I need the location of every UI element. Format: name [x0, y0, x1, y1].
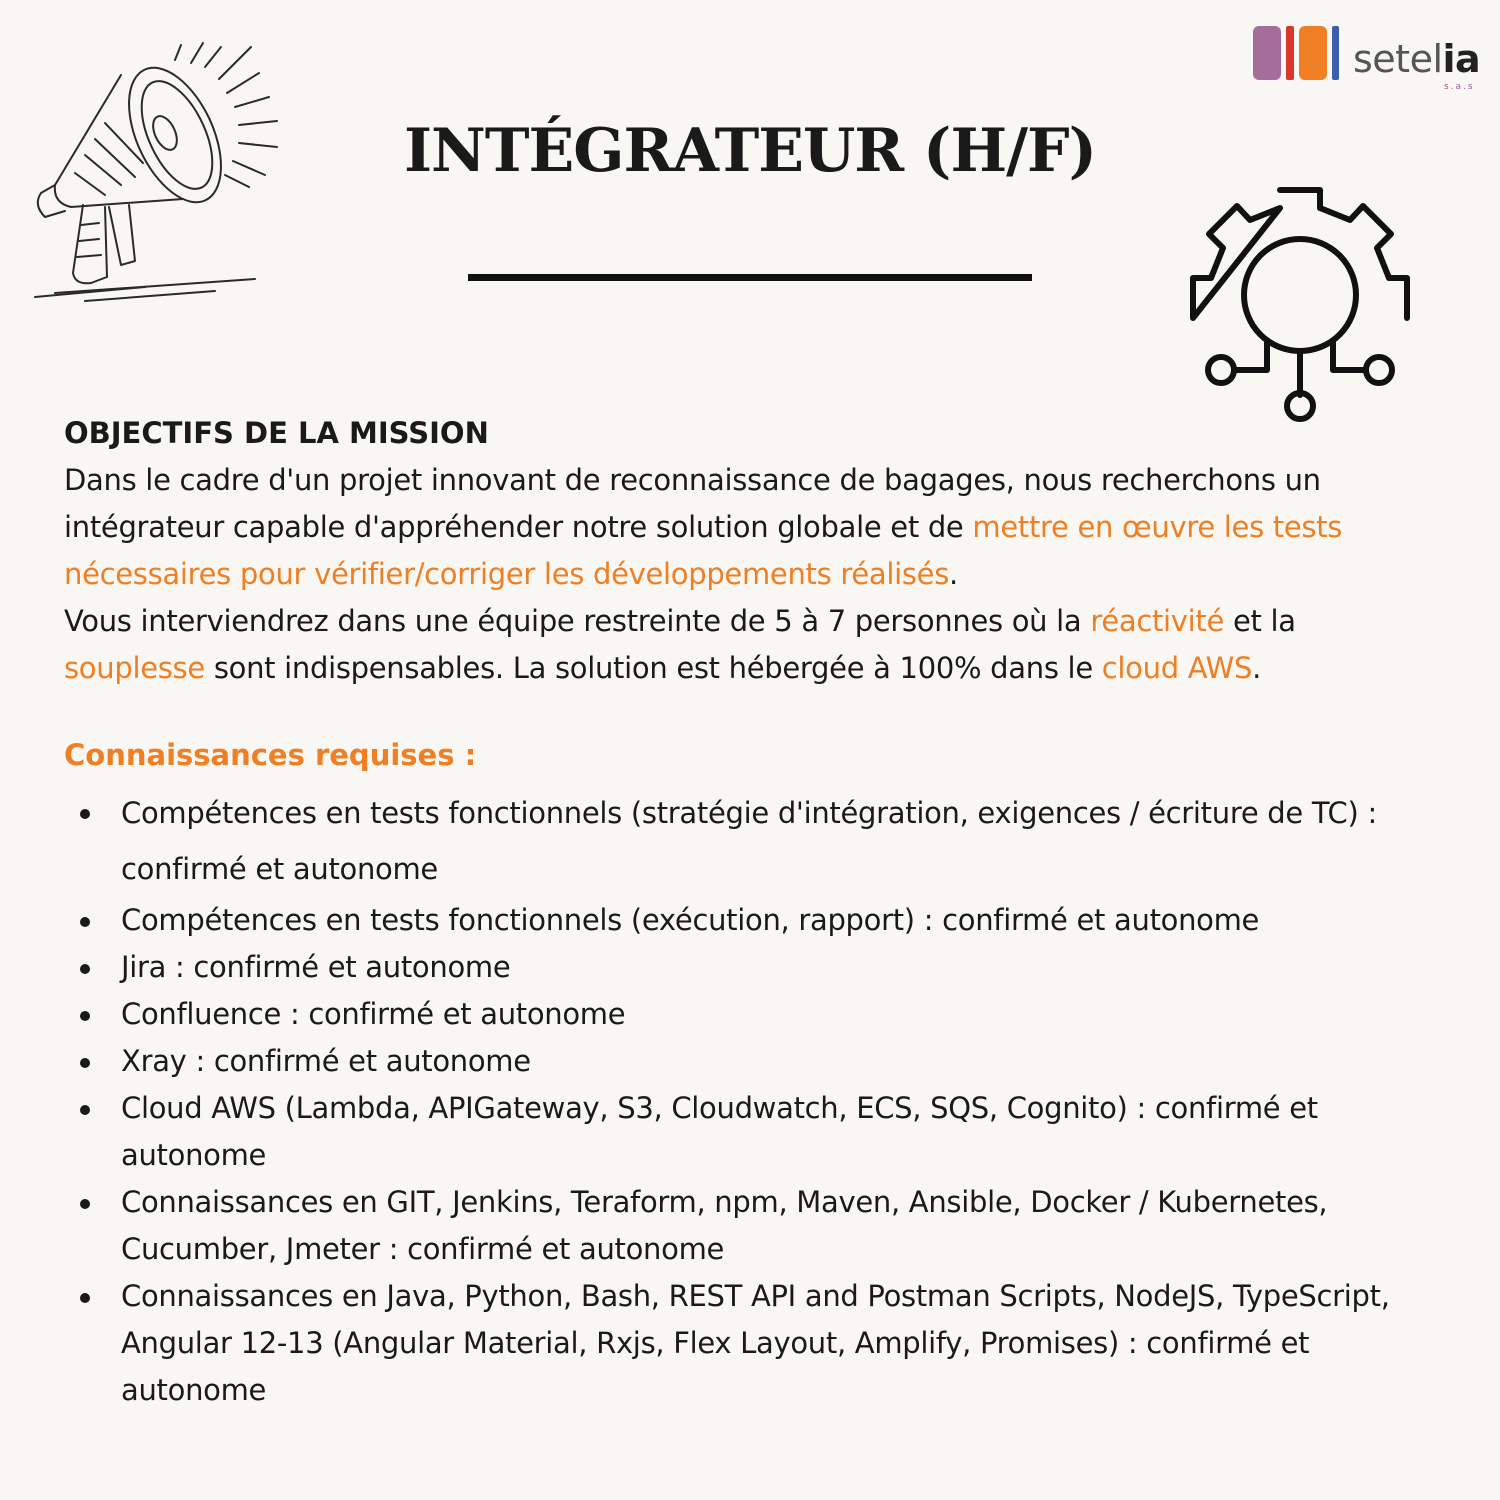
requirements-list [64, 785, 1444, 1414]
requirement-item: Connaissances en Java, Python, Bash, REST API and Postman Scripts, NodeJS, TypeScript, Angular 12-13 (Angular Material, Rxjs, Flex Layout, Amplify, Promises) : confirmé et autonome [64, 1273, 1444, 1414]
mission-paragraph-1 [64, 457, 1444, 598]
requirement-item: Confluence : confirmé et autonome [64, 991, 1444, 1038]
requirement-item: Xray : confirmé et autonome [64, 1038, 1444, 1085]
requirement-item: Jira : confirmé et autonome [64, 944, 1444, 991]
mission-p2-highlight-reactivite: réactivité [1090, 604, 1225, 638]
requirement-item: Cloud AWS (Lambda, APIGateway, S3, Cloudwatch, ECS, SQS, Cognito) : confirmé et autonome [64, 1085, 1444, 1179]
title-underline [468, 274, 1032, 281]
page-title: INTÉGRATEUR (H/F) [403, 116, 1097, 186]
gear-network-icon [1185, 180, 1415, 430]
mission-p1-text-a: Dans le cadre d'un projet innovant de reconnaissance de bagages, nous recherchons un intégrateur capable d'appréhender notre solution globale et de [64, 463, 1321, 544]
mission-p2-text-c: sont indispensables. La solution est hébergée à 100% dans le [204, 651, 1102, 685]
main-content [64, 410, 1444, 1414]
mission-heading: OBJECTIFS DE LA MISSION [64, 416, 489, 450]
requirement-item: Connaissances en GIT, Jenkins, Teraform, npm, Maven, Ansible, Docker / Kubernetes, Cucumber, Jmeter : confirmé et autonome [64, 1179, 1444, 1273]
logo-mark-icon [1250, 22, 1350, 84]
setelia-logo [1250, 22, 1490, 97]
mission-p2-text-d: . [1252, 651, 1262, 685]
mission-paragraph-2 [64, 598, 1444, 692]
requirement-item: Compétences en tests fonctionnels (exécution, rapport) : confirmé et autonome [64, 897, 1444, 944]
requirement-item: Compétences en tests fonctionnels (stratégie d'intégration, exigences / écriture de TC) : confirmé et autonome [64, 785, 1444, 897]
mission-p2-highlight-cloud: cloud AWS [1101, 651, 1253, 685]
mission-p1-text-b: . [949, 557, 958, 591]
mission-p2-text-b: et la [1224, 604, 1296, 638]
logo-name-prefix: setel [1353, 37, 1443, 81]
mission-p2-text-a: Vous interviendrez dans une équipe restreinte de 5 à 7 personnes où la [64, 604, 1091, 638]
logo-legal-form: s.a.s [1444, 82, 1475, 92]
mission-p2-highlight-souplesse: souplesse [64, 651, 205, 685]
requirements-heading: Connaissances requises : [64, 738, 477, 772]
mission-p1-highlight: mettre en œuvre les tests nécessaires pour vérifier/corriger les développements réalisés [64, 510, 1343, 591]
logo-name-suffix: ia [1442, 37, 1481, 81]
megaphone-icon [25, 35, 295, 310]
